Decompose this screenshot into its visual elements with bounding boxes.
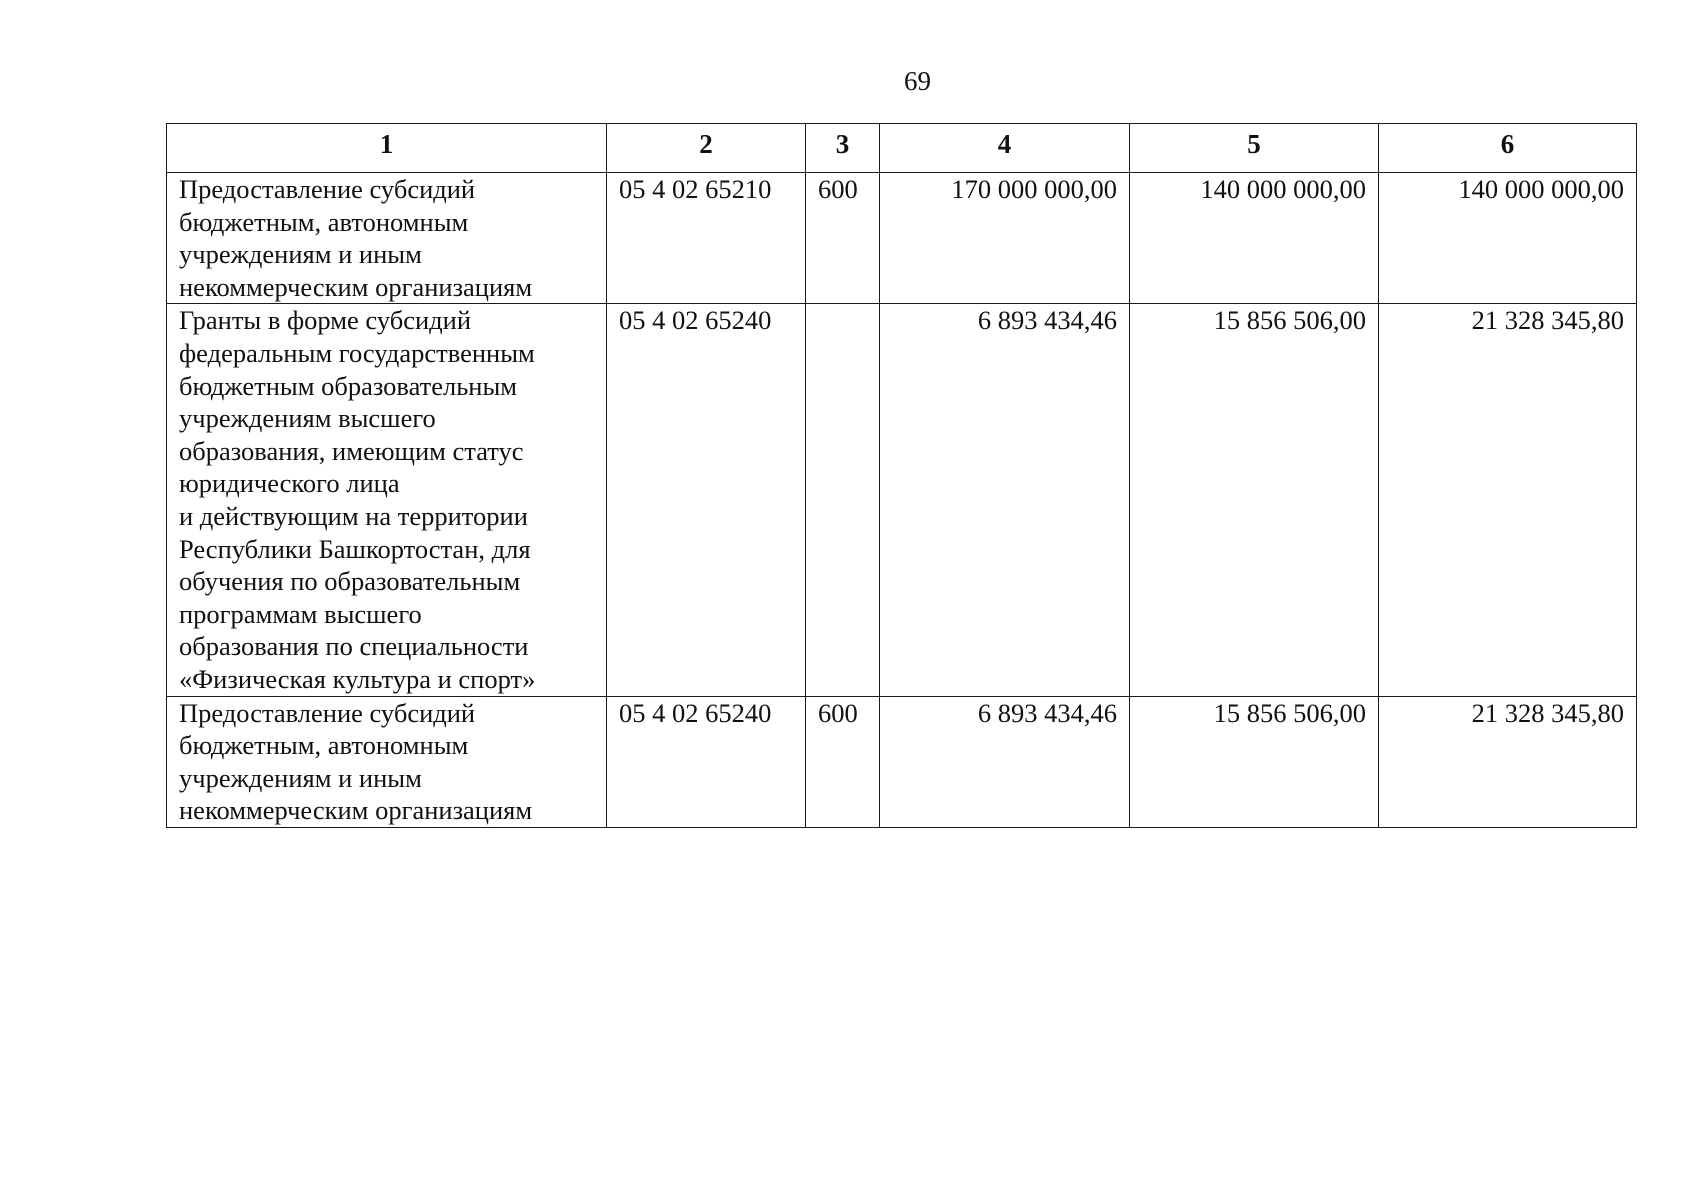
row-amount-1-cell: 6 893 434,46 [880, 696, 1130, 827]
row-amount-2-cell: 140 000 000,00 [1130, 173, 1379, 304]
column-header-6: 6 [1379, 124, 1637, 173]
column-header-3: 3 [806, 124, 880, 173]
row-code-cell: 05 4 02 65210 [607, 173, 806, 304]
table-row [167, 696, 1637, 827]
row-amount-1-cell: 170 000 000,00 [880, 173, 1130, 304]
row-name-cell: Предоставление субсидий бюджетным, автономным учреждениям и иным некоммерческим организациям [167, 173, 607, 304]
row-type-cell: 600 [806, 696, 880, 827]
row-amount-2-cell: 15 856 506,00 [1130, 696, 1379, 827]
column-header-5: 5 [1130, 124, 1379, 173]
table-header-row [167, 124, 1637, 173]
row-code-cell: 05 4 02 65240 [607, 304, 806, 696]
column-header-2: 2 [607, 124, 806, 173]
table-row [167, 304, 1637, 696]
row-amount-3-cell: 21 328 345,80 [1379, 696, 1637, 827]
row-type-cell: 600 [806, 173, 880, 304]
row-type-cell [806, 304, 880, 696]
row-name-cell: Предоставление субсидий бюджетным, автономным учреждениям и иным некоммерческим организациям [167, 696, 607, 827]
row-name-cell: Гранты в форме субсидий федеральным государственным бюджетным образовательным учреждениям высшего образования, имеющим статус юридического лица и действующим на территории Республики Башкортостан, для обучения по образовательным программам высшего образования по специальности «Физическая культура и спорт» [167, 304, 607, 696]
row-amount-3-cell: 140 000 000,00 [1379, 173, 1637, 304]
row-code-cell: 05 4 02 65240 [607, 696, 806, 827]
row-amount-2-cell: 15 856 506,00 [1130, 304, 1379, 696]
table-row [167, 173, 1637, 304]
row-amount-1-cell: 6 893 434,46 [880, 304, 1130, 696]
column-header-1: 1 [167, 124, 607, 173]
budget-table [166, 123, 1637, 828]
column-header-4: 4 [880, 124, 1130, 173]
page-number: 69 [904, 66, 931, 96]
row-amount-3-cell: 21 328 345,80 [1379, 304, 1637, 696]
